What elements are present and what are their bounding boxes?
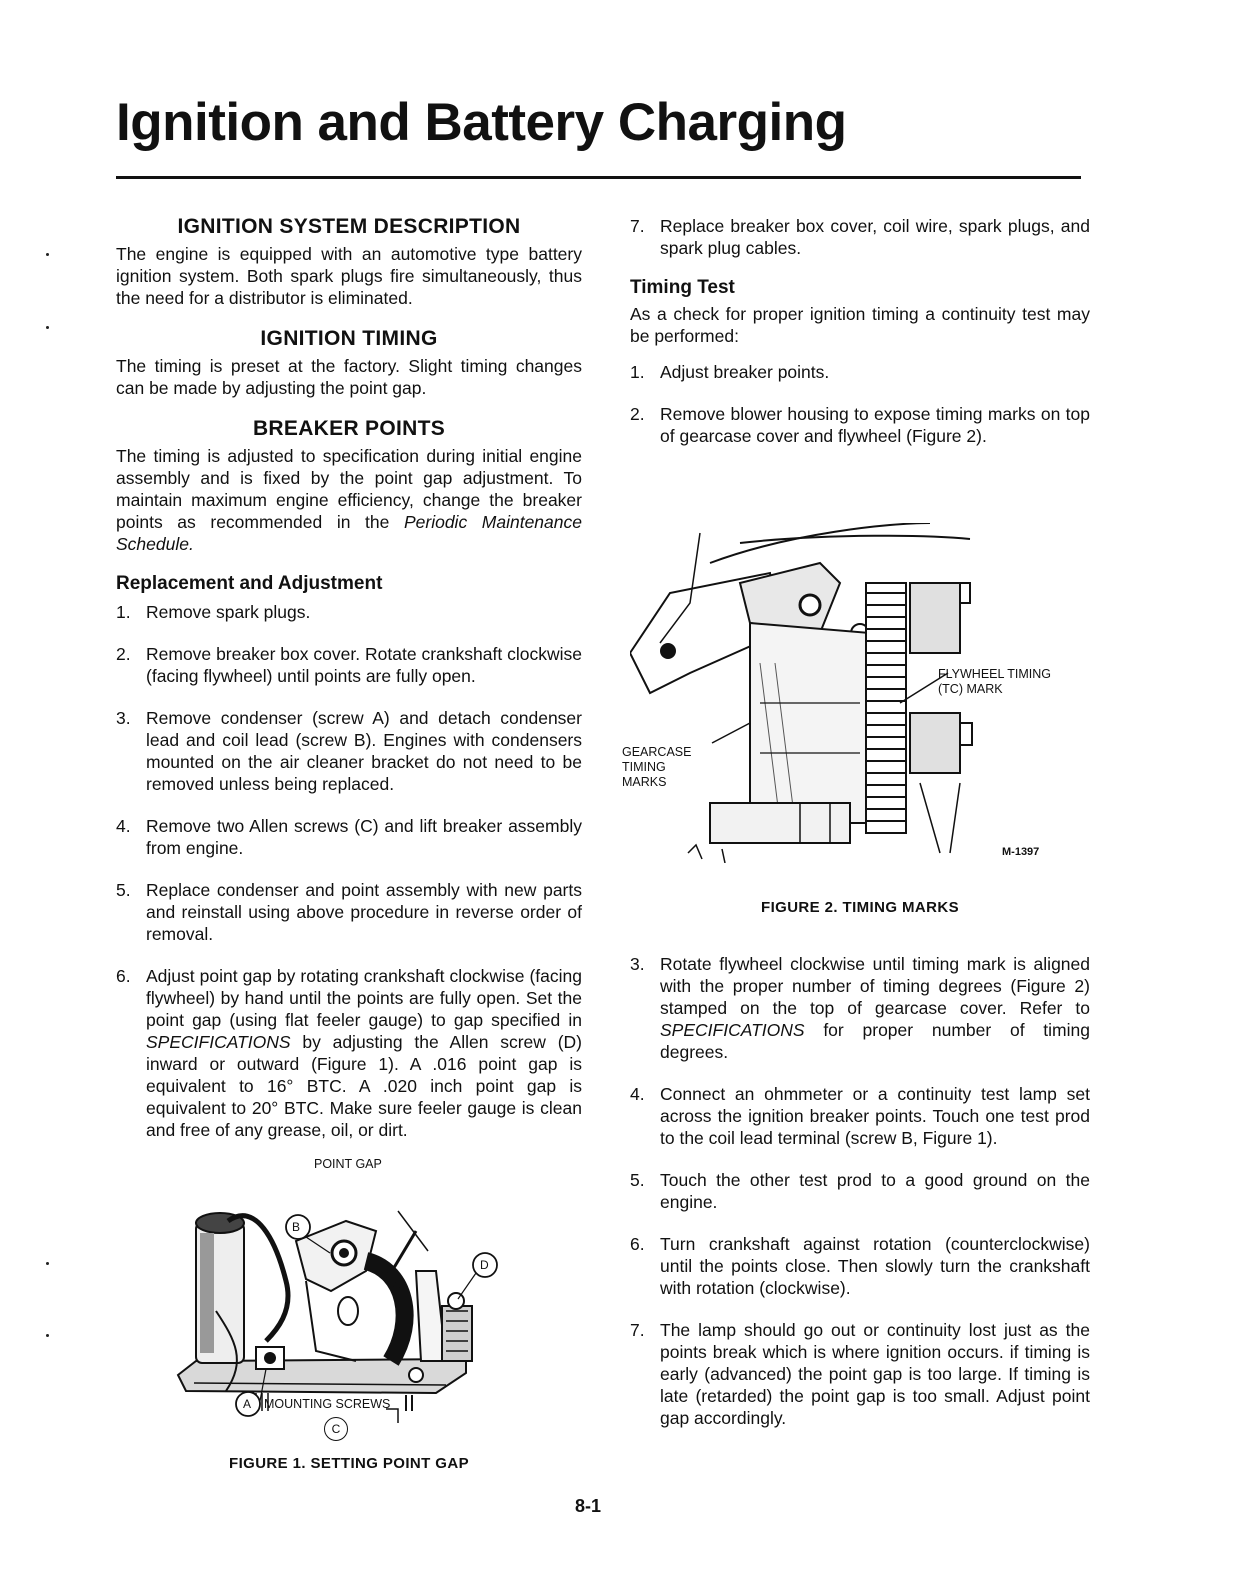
step-text: Turn crankshaft against rotation (counterclockwise) until the points close. Then slowly turn the crankshaft with rotation (clockwise). [660,1234,1090,1298]
figure-1-illustration [116,1161,582,1429]
figure-2 [622,523,1090,943]
replacement-heading: Replacement and Adjustment [116,573,383,594]
step-number: 1. [630,362,645,382]
ignition-system-heading: IGNITION SYSTEM DESCRIPTION [177,215,521,238]
mounting-screws-label: MOUNTING SCREWS [264,1397,391,1411]
step-text: Remove blower housing to expose timing marks on top of gearcase cover and flywheel (Figure 2). [660,404,1090,446]
page-title: Ignition and Battery Charging [116,93,847,152]
step-text: Replace breaker box cover, coil wire, spark plugs, and spark plug cables. [660,216,1090,258]
ignition-timing-heading: IGNITION TIMING [260,327,438,350]
step-text: Connect an ohmmeter or a continuity test lamp set across the ignition breaker points. Touch one test prod to the coil lead terminal (screw B, Figure 1). [660,1084,1090,1148]
step-text: Adjust breaker points. [660,362,830,382]
scan-dot [46,1262,49,1265]
list-item [630,953,1090,1063]
list-item [116,643,582,687]
timing-test-heading: Timing Test [630,277,735,298]
step-text: Remove breaker box cover. Rotate crankshaft clockwise (facing flywheel) until points are fully open. [146,644,582,686]
ignition-timing-text: The timing is preset at the factory. Slight timing changes can be made by adjusting the point gap. [116,356,582,398]
step-number: 7. [630,1320,645,1340]
figure-1 [116,1157,582,1472]
step-number: 2. [630,404,645,424]
step-text: Touch the other test prod to a good ground on the engine. [660,1170,1090,1212]
right-column [622,205,1090,1449]
breaker-points-text-main: The timing is adjusted to specification during initial engine assembly and is fixed by the point gap adjustment. To maintain maximum engine efficiency, change the breaker points as recommended in the [116,446,582,532]
step-number: 2. [116,644,131,664]
step-number: 1. [116,602,131,622]
step-number: 6. [116,966,131,986]
list-item [630,361,1090,383]
step-text [146,965,582,1141]
step-number: 6. [630,1234,645,1254]
list-item [630,215,1090,259]
list-item [116,815,582,859]
flywheel-timing-label: FLYWHEEL TIMING (TC) MARK [938,667,1051,696]
list-item [630,403,1090,447]
scan-dot [46,326,49,329]
page-number: 8-1 [575,1496,602,1516]
figure-1-caption: FIGURE 1. SETTING POINT GAP [229,1455,469,1472]
gearcase-timing-label: GEARCASE TIMING MARKS [622,745,692,789]
step3-text-b: for proper number of timing degrees. [660,1020,1090,1062]
timing-test-intro: As a check for proper ignition timing a continuity test may be performed: [630,304,1090,346]
step-text: Remove spark plugs. [146,602,311,622]
list-item [630,1169,1090,1213]
figure-ref-number: M-1397 [1002,846,1040,858]
step-number: 5. [630,1170,645,1190]
step-text: Replace condenser and point assembly with new parts and reinstall using above procedure in reverse order of removal. [146,880,582,944]
callout-c: C [324,1417,348,1441]
list-item [116,707,582,795]
step-text: Remove condenser (screw A) and detach condenser lead and coil lead (screw B). Engines with condensers mounted on the air cleaner bracket do not need to be removed unless being replaced. [146,708,582,794]
periodic-maintenance-ref: Periodic Maintenance Schedule. [116,512,582,554]
step-number: 5. [116,880,131,900]
replacement-steps [116,601,582,1141]
timing-test-steps-b [630,953,1090,1429]
list-item [116,601,582,623]
specifications-ref: SPECIFICATIONS [660,1020,805,1040]
step-text: The lamp should go out or continuity lost just as the points break which is where ignition occurs. if timing is early (advanced) the point gap is too large. If timing is late (retarded) the point gap is too small. Adjust point gap accordingly. [660,1320,1090,1428]
callout-b: B [292,1220,301,1234]
callout-d: D [480,1258,489,1272]
step-text [660,953,1090,1063]
step-number: 3. [630,954,645,974]
scan-dot [46,253,49,256]
list-item [116,965,582,1141]
list-item [630,1083,1090,1149]
scan-dot [46,1334,49,1337]
step-number: 7. [630,216,645,236]
step-number: 4. [116,816,131,836]
list-item [630,1319,1090,1429]
left-column [116,205,582,1472]
list-item [630,1233,1090,1299]
step-number: 4. [630,1084,645,1104]
breaker-points-heading: BREAKER POINTS [252,417,446,440]
timing-test-steps-a [630,361,1090,447]
step6-text-b: by adjusting the Allen screw (D) inward or outward (Figure 1). A .016 point gap is equivalent to 16° BTC. A .020 inch point gap is equivalent to 20° BTC. Make sure feeler gauge is clean and free of any grease, oil, or dirt. [146,1032,582,1140]
breaker-points-text [116,445,582,555]
list-item [116,879,582,945]
specifications-ref: SPECIFICATIONS [146,1032,291,1052]
callout-a: A [243,1397,252,1411]
step-text: Remove two Allen screws (C) and lift breaker assembly from engine. [146,816,582,858]
step6-text-a: Adjust point gap by rotating crankshaft clockwise (facing flywheel) by hand until the points are fully open. Set the point gap (using flat feeler gauge) to gap specified in [146,966,582,1030]
step-number: 3. [116,708,131,728]
ignition-system-text: The engine is equipped with an automotive type battery ignition system. Both spark plugs fire simultaneously, thus the need for a distributor is eliminated. [116,244,582,308]
figure-2-caption: FIGURE 2. TIMING MARKS [761,899,959,916]
title-rule [116,176,1081,179]
step3-text-a: Rotate flywheel clockwise until timing mark is aligned with the proper number of timing degrees (Figure 2) stamped on the top of gearcase cover. Refer to [660,954,1090,1018]
point-gap-label: POINT GAP [314,1157,382,1171]
